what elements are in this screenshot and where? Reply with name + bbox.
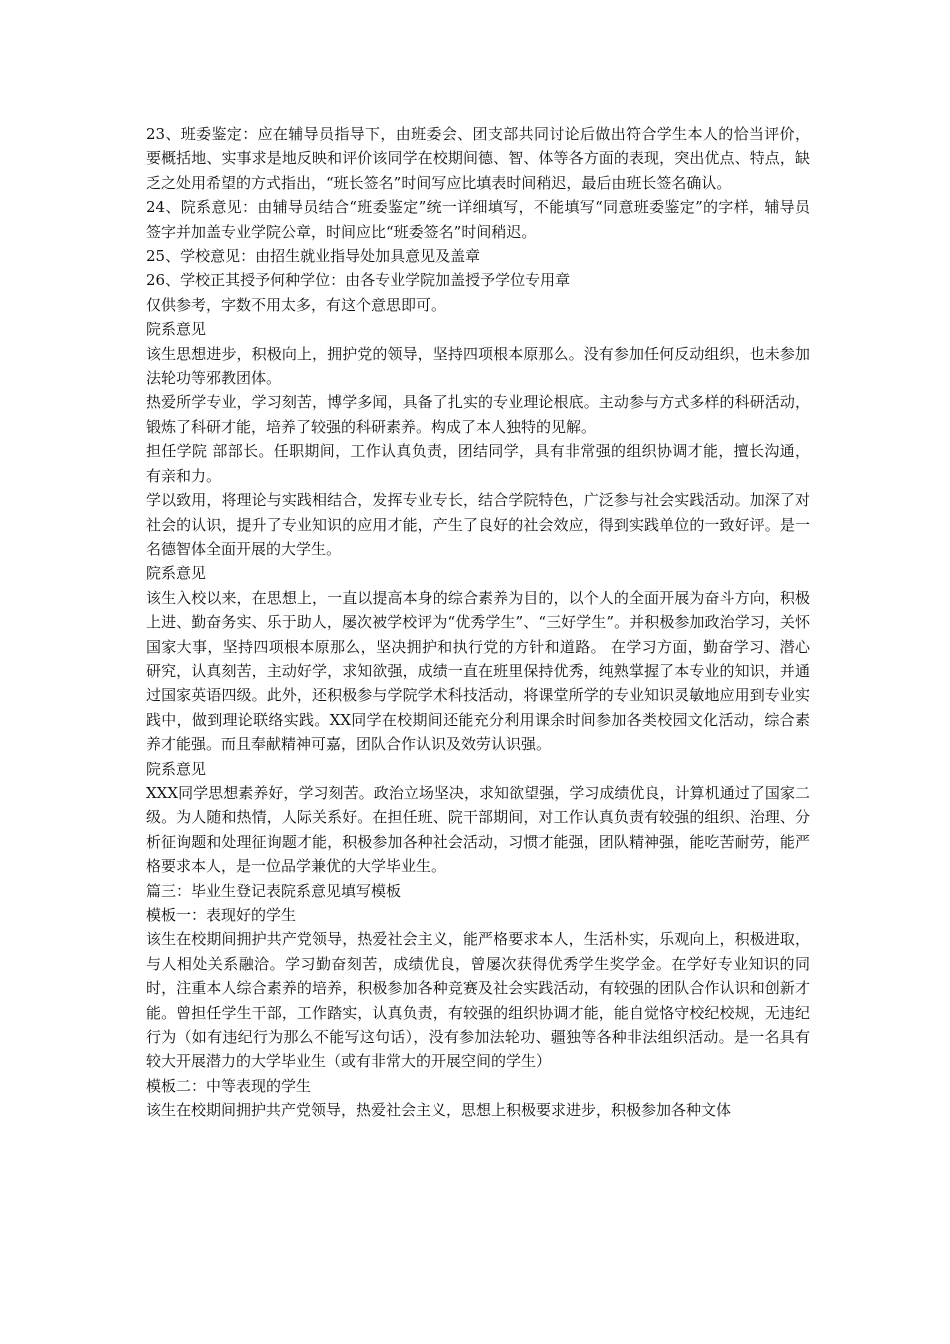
template-heading: 模板一：表现好的学生 bbox=[146, 906, 297, 924]
template-heading: 模板二：中等表现的学生 bbox=[146, 1076, 312, 1095]
reference-note: 仅供参考，字数不用太多，有这个意思即可。 bbox=[146, 295, 447, 314]
paragraph-item-23: 23、班委鉴定：应在辅导员指导下，由班委会、团支部共同讨论后做出符合学生本人的恰当评价，要概括地、实事求是地反映和评价该同学在校期间德、智、体等各方面的表现，突出优点、特点，缺乏之处用希望的方式指出，“班长签名”时间写应比填表时间稍迟，最后由班长签名确认。 bbox=[146, 125, 810, 192]
template-paragraph: 该生在校期间拥护共产党领导，热爱社会主义，思想上积极要求进步，积极参加各种文体 bbox=[146, 1101, 732, 1120]
section-heading: 院系意见 bbox=[146, 564, 207, 583]
paragraph-item-26: 26、学校正其授予何种学位：由各专业学院加盖授予学位专用章 bbox=[146, 271, 571, 290]
opinion-paragraph: 该生思想进步，积极向上，拥护党的领导，坚持四项根本原那么。没有参加任何反动组织，也未参加法轮功等邪教团体。 bbox=[146, 344, 810, 388]
opinion-paragraph: 该生入校以来，在思想上，一直以提高本身的综合素养为目的，以个人的全面开展为奋斗方向，积极上进、勤奋务实、乐于助人，屡次被学校评为“优秀学生”、“三好学生”。并积极参加政治学习，关怀国家大事，坚持四项根本原那么，坚决拥护和执行党的方针和道路。 在学习方面，勤奋学习、潜心研究，认真刻苦，主动好学，求知欲强，成绩一直在班里保持优秀，纯熟掌握了本专业的知识，并通过国家英语四级。此外，还积极参与学院学术科技活动，将课堂所学的专业知识灵敏地应用到专业实践中，做到理论联络实践。XX同学在校期间还能充分利用课余时间参加各类校园文化活动，综合素养才能强。而且奉献精神可嘉，团队合作认识及效劳认识强。 bbox=[146, 588, 810, 754]
template-paragraph: 该生在校期间拥护共产党领导，热爱社会主义，能严格要求本人，生活朴实，乐观向上，积极进取，与人相处关系融洽。学习勤奋刻苦，成绩优良，曾屡次获得优秀学生奖学金。在学好专业知识的同时，注重本人综合素养的培养，积极参加各种竞赛及社会实践活动，有较强的团队合作认识和创新才能。曾担任学生干部，工作踏实，认真负责，有较强的组织协调才能，能自觉恪守校纪校规，无违纪行为（如有违纪行为那么不能写这句话），没有参加法轮功、疆独等各种非法组织活动。是一名具有较大开展潜力的大学毕业生（或有非常大的开展空间的学生） bbox=[146, 930, 810, 1071]
document-page bbox=[146, 122, 810, 1123]
paragraph-item-24: 24、院系意见：由辅导员结合“班委鉴定”统一详细填写，不能填写“同意班委鉴定”的字样，辅导员签字并加盖专业学院公章，时间应比“班委签名”时间稍迟。 bbox=[146, 198, 810, 241]
paragraph-item-25: 25、学校意见：由招生就业指导处加具意见及盖章 bbox=[146, 247, 481, 266]
opinion-paragraph: XXX同学思想素养好，学习刻苦。政治立场坚决，求知欲望强，学习成绩优良，计算机通过了国家二级。为人随和热情，人际关系好。在担任班、院干部期间，对工作认真负责有较强的组织、治理、分析征询题和处理征询题才能，积极参加各种社会活动，习惯才能强，团队精神强，能吃苦耐劳，能严格要求本人，是一位品学兼优的大学毕业生。 bbox=[146, 783, 810, 876]
section-heading: 院系意见 bbox=[146, 320, 207, 339]
opinion-paragraph: 热爱所学专业，学习刻苦，博学多闻，具备了扎实的专业理论根底。主动参与方式多样的科研活动，锻炼了科研才能，培养了较强的科研素养。构成了本人独特的见解。 bbox=[146, 393, 810, 436]
chapter-title: 篇三：毕业生登记表院系意见填写模板 bbox=[146, 881, 402, 900]
opinion-paragraph: 担任学院 部部长。任职期间，工作认真负责，团结同学，具有非常强的组织协调才能，擅长沟通，有亲和力。 bbox=[146, 442, 810, 485]
opinion-paragraph: 学以致用，将理论与实践相结合，发挥专业专长，结合学院特色，广泛参与社会实践活动。加深了对社会的认识，提升了专业知识的应用才能，产生了良好的社会效应，得到实践单位的一致好评。是一名德智体全面开展的大学生。 bbox=[146, 491, 810, 558]
section-heading: 院系意见 bbox=[146, 759, 207, 778]
